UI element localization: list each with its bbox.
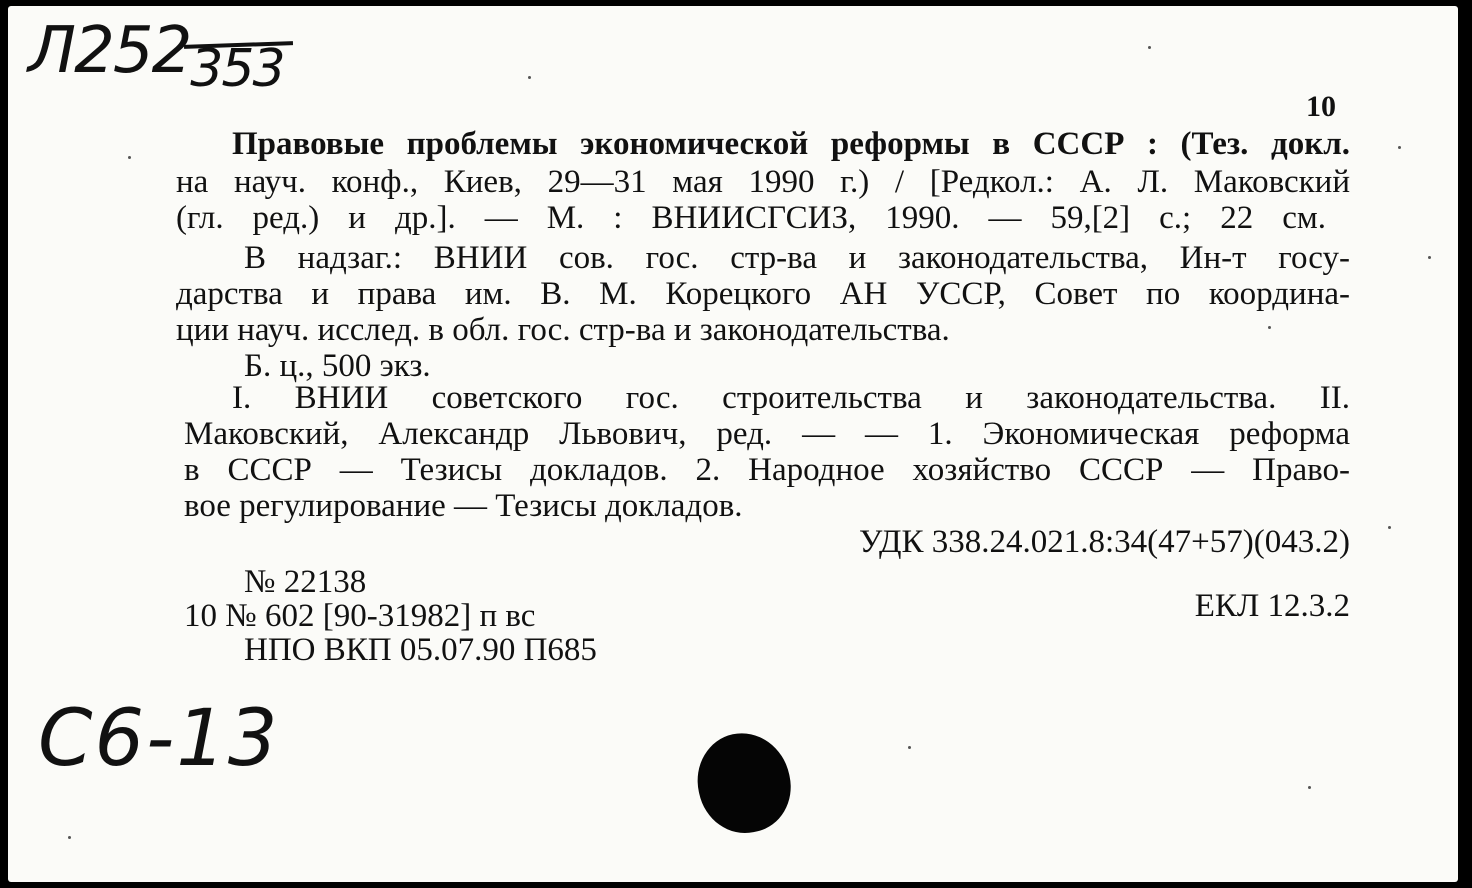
dust-speck [68, 836, 71, 839]
punch-hole [689, 725, 800, 842]
note-line-2: дарства и права им. В. М. Корецкого АН УССР, Совет по координа- [176, 276, 1350, 312]
dust-speck [908, 746, 911, 749]
tracing-line-4: вое регулирование — Тезисы докладов. [184, 488, 743, 524]
description-line-2: на науч. конф., Киев, 29—31 мая 1990 г.) / [Редкол.: А. Л. Маковский [176, 164, 1350, 200]
note-line-1: В надзаг.: ВНИИ сов. гос. стр-ва и законодательства, Ин-т госу- [244, 240, 1350, 276]
price-run-line: Б. ц., 500 экз. [244, 348, 431, 384]
dust-speck [1268, 326, 1271, 329]
dust-speck [1148, 46, 1151, 49]
tracing-line-1: I. ВНИИ советского гос. строительства и законодательства. II. [232, 380, 1350, 416]
note-line-3: ции науч. исслед. в обл. гос. стр-ва и законодательства. [176, 312, 950, 348]
title-line-1: Правовые проблемы экономической реформы в СССР : (Тез. докл. [232, 126, 1350, 162]
record-number: № 22138 [244, 564, 367, 600]
dust-speck [1388, 526, 1391, 529]
handwritten-bottom-code: С6-13 [38, 694, 280, 784]
udk-code: УДК 338.24.021.8:34(47+57)(043.2) [858, 524, 1350, 560]
dust-speck [1398, 146, 1401, 149]
ekl-code: ЕКЛ 12.3.2 [1194, 588, 1350, 624]
dust-speck [1308, 786, 1311, 789]
handwritten-shelf-fraction: 353 [190, 39, 284, 99]
publisher-line: НПО ВКП 05.07.90 П685 [244, 632, 597, 668]
card-number: 10 [1306, 90, 1336, 123]
tracing-line-2: Маковский, Александр Львович, ред. — — 1. Экономическая реформа [184, 416, 1350, 452]
dust-speck [1428, 256, 1431, 259]
dust-speck [528, 76, 531, 79]
description-line-3: (гл. ред.) и др.]. — М. : ВНИИСГСИЗ, 1990. — 59,[2] с.; 22 см. [176, 200, 1326, 236]
catalog-card [8, 6, 1458, 882]
dust-speck [128, 156, 131, 159]
order-line: 10 № 602 [90-31982] п вс [184, 598, 536, 634]
handwritten-shelf-mark: Л252353 [28, 14, 284, 99]
tracing-line-3: в СССР — Тезисы докладов. 2. Народное хозяйство СССР — Право- [184, 452, 1350, 488]
